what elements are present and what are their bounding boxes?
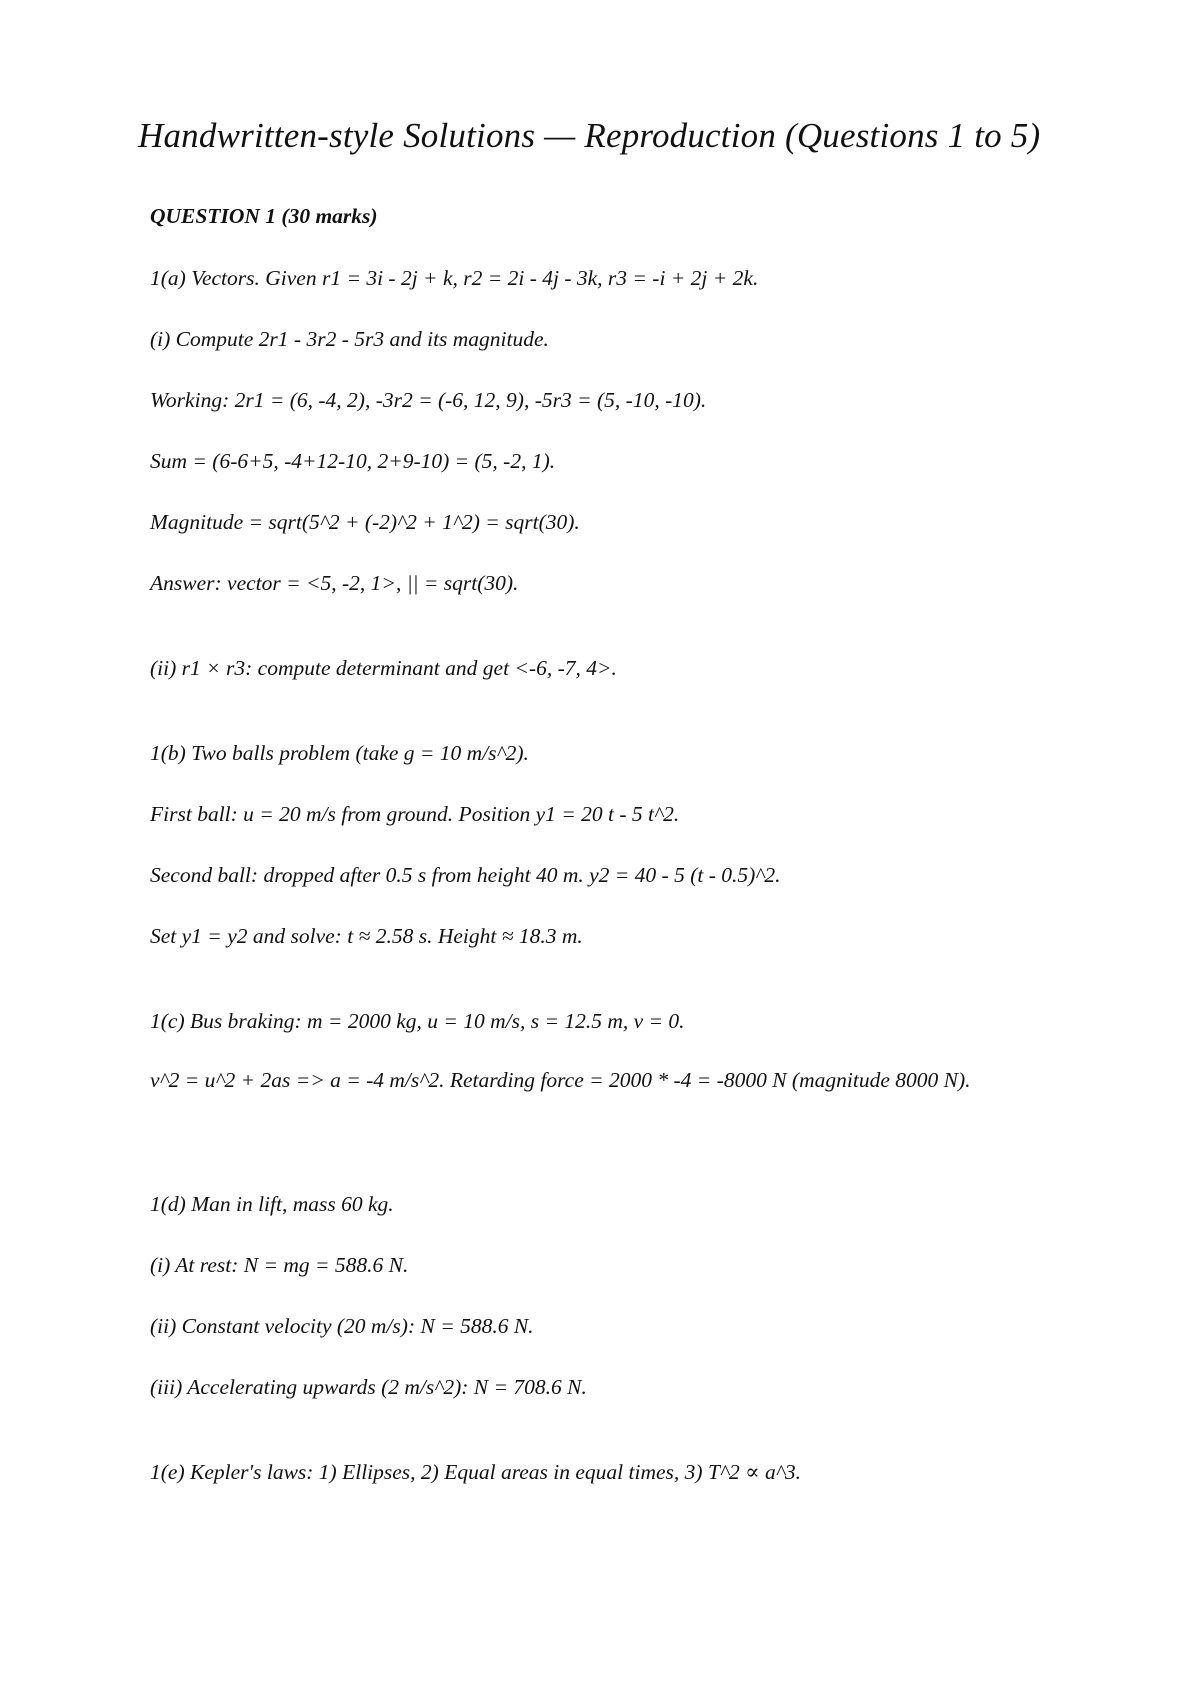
q1a-ii-cross-product: (ii) r1 × r3: compute determinant and get <-6, -7, 4>. <box>150 656 617 680</box>
q1a-magnitude: Magnitude = sqrt(5^2 + (-2)^2 + 1^2) = sqrt(30). <box>150 510 580 534</box>
q1b-first-ball: First ball: u = 20 m/s from ground. Position y1 = 20 t - 5 t^2. <box>150 802 680 826</box>
q1a-i-prompt: (i) Compute 2r1 - 3r2 - 5r3 and its magnitude. <box>150 327 549 351</box>
q1e-keplers-laws: 1(e) Kepler's laws: 1) Ellipses, 2) Equal areas in equal times, 3) T^2 ∝ a^3. <box>150 1460 801 1484</box>
q1b-prompt: 1(b) Two balls problem (take g = 10 m/s^2). <box>150 741 529 765</box>
question-1-heading: QUESTION 1 (30 marks) <box>150 204 378 228</box>
q1a-sum: Sum = (6-6+5, -4+12-10, 2+9-10) = (5, -2, 1). <box>150 449 556 473</box>
q1a-working: Working: 2r1 = (6, -4, 2), -3r2 = (-6, 12, 9), -5r3 = (5, -10, -10). <box>150 388 707 412</box>
q1b-second-ball: Second ball: dropped after 0.5 s from height 40 m. y2 = 40 - 5 (t - 0.5)^2. <box>150 863 781 887</box>
q1c-solution: v^2 = u^2 + 2as => a = -4 m/s^2. Retarding force = 2000 * -4 = -8000 N (magnitude 8000 N). <box>150 1068 971 1092</box>
q1b-solution: Set y1 = y2 and solve: t ≈ 2.58 s. Height ≈ 18.3 m. <box>150 924 583 948</box>
q1a-given-vectors: 1(a) Vectors. Given r1 = 3i - 2j + k, r2 = 2i - 4j - 3k, r3 = -i + 2j + 2k. <box>150 266 759 290</box>
q1d-prompt: 1(d) Man in lift, mass 60 kg. <box>150 1192 394 1216</box>
q1d-ii-constant-velocity: (ii) Constant velocity (20 m/s): N = 588.6 N. <box>150 1314 534 1338</box>
q1a-answer: Answer: vector = <5, -2, 1>, || = sqrt(30). <box>150 571 519 595</box>
q1c-prompt: 1(c) Bus braking: m = 2000 kg, u = 10 m/s, s = 12.5 m, v = 0. <box>150 1009 685 1033</box>
q1d-i-at-rest: (i) At rest: N = mg = 588.6 N. <box>150 1253 409 1277</box>
q1d-iii-accelerating: (iii) Accelerating upwards (2 m/s^2): N = 708.6 N. <box>150 1375 587 1399</box>
page-title: Handwritten-style Solutions — Reproduction (Questions 1 to 5) <box>138 116 1041 155</box>
